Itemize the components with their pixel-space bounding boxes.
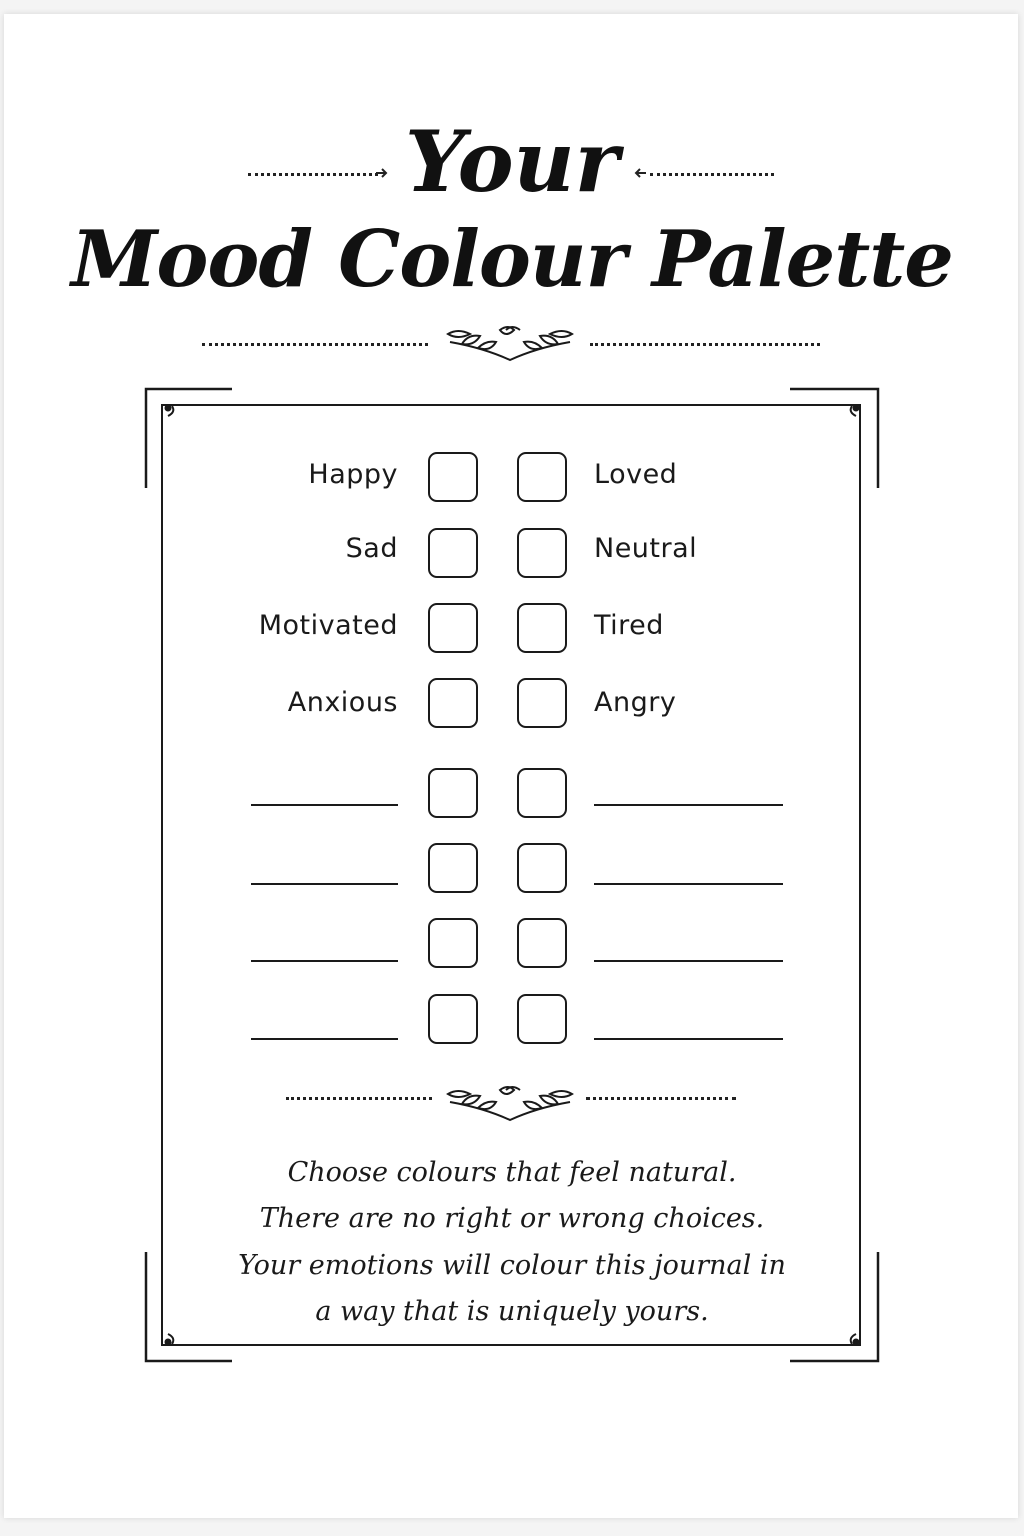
- colour-swatch-box[interactable]: [428, 452, 478, 502]
- mood-label-anxious: Anxious: [287, 687, 398, 718]
- footer-dotted-rule-right: [586, 1097, 736, 1100]
- write-in-line[interactable]: [251, 804, 398, 806]
- write-in-line[interactable]: [251, 960, 398, 962]
- colour-swatch-box[interactable]: [517, 678, 567, 728]
- colour-swatch-box[interactable]: [517, 452, 567, 502]
- footer-note-line: There are no right or wrong choices.: [259, 1203, 765, 1234]
- colour-swatch-box[interactable]: [428, 994, 478, 1044]
- footer-note-line: Your emotions will colour this journal in: [238, 1250, 786, 1281]
- write-in-line[interactable]: [594, 1038, 783, 1040]
- footer-note-line: a way that is uniquely yours.: [315, 1296, 709, 1327]
- footer-note-line: Choose colours that feel natural.: [287, 1157, 737, 1188]
- colour-swatch-box[interactable]: [517, 994, 567, 1044]
- write-in-line[interactable]: [594, 960, 783, 962]
- page-title-line-2: Mood Colour Palette: [71, 214, 953, 305]
- colour-swatch-box[interactable]: [517, 528, 567, 578]
- colour-swatch-box[interactable]: [428, 603, 478, 653]
- mood-label-sad: Sad: [345, 533, 398, 564]
- mood-label-tired: Tired: [594, 610, 664, 641]
- write-in-line[interactable]: [251, 883, 398, 885]
- colour-swatch-box[interactable]: [517, 768, 567, 818]
- write-in-line[interactable]: [594, 883, 783, 885]
- colour-swatch-box[interactable]: [517, 843, 567, 893]
- colour-swatch-box[interactable]: [428, 678, 478, 728]
- mood-label-motivated: Motivated: [258, 610, 398, 641]
- write-in-line[interactable]: [594, 804, 783, 806]
- page-title-line-1: Your: [404, 112, 620, 211]
- colour-swatch-box[interactable]: [428, 768, 478, 818]
- colour-swatch-box[interactable]: [517, 918, 567, 968]
- colour-swatch-box[interactable]: [428, 918, 478, 968]
- colour-swatch-box[interactable]: [517, 603, 567, 653]
- colour-swatch-box[interactable]: [428, 528, 478, 578]
- mood-label-neutral: Neutral: [594, 533, 698, 564]
- footer-dotted-rule-left: [286, 1097, 432, 1100]
- leaf-sprig-icon: [444, 1080, 576, 1124]
- write-in-line[interactable]: [251, 1038, 398, 1040]
- mood-label-happy: Happy: [308, 459, 398, 490]
- mood-label-angry: Angry: [594, 687, 677, 718]
- mood-label-loved: Loved: [594, 459, 678, 490]
- colour-swatch-box[interactable]: [428, 843, 478, 893]
